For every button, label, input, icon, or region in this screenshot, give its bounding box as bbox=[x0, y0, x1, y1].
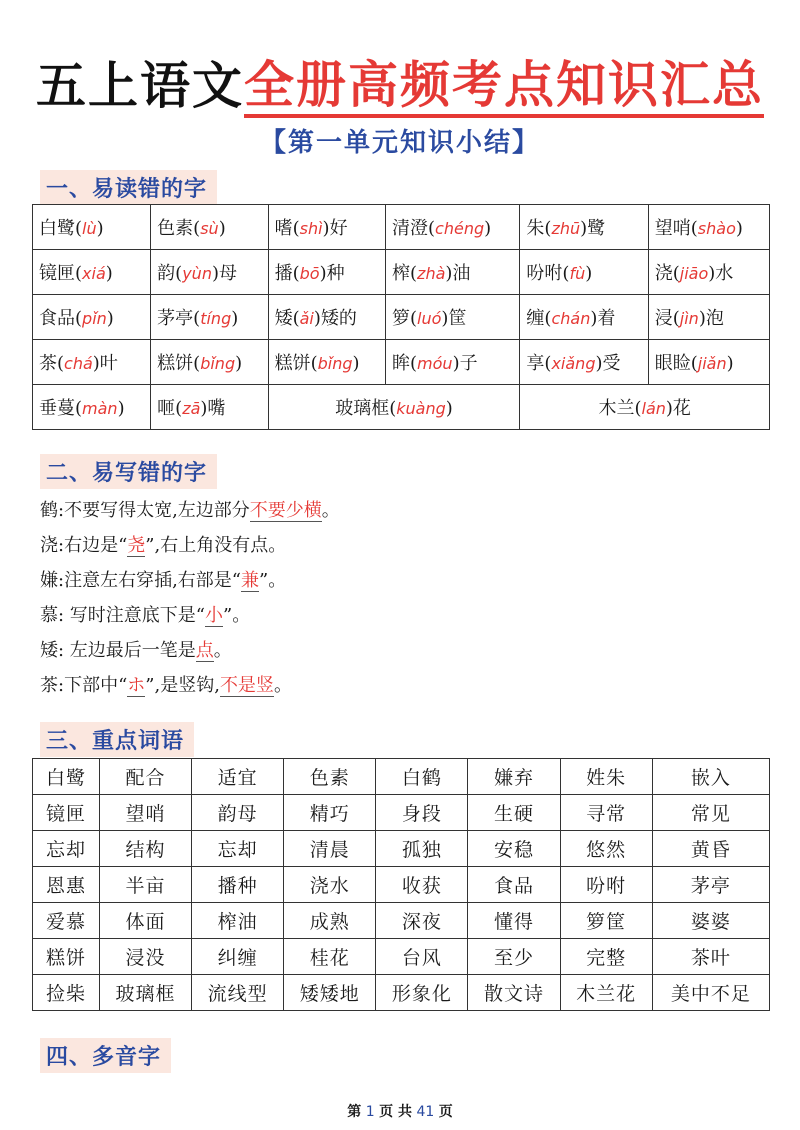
table-row bbox=[33, 867, 770, 903]
highlight-text: 不要少横 bbox=[249, 500, 322, 521]
word-cell: 白鹤 bbox=[376, 759, 468, 795]
section3-heading: 三、重点词语 bbox=[40, 722, 194, 757]
cell-word-rest: ) bbox=[726, 353, 734, 374]
cell-pinyin: ǎi bbox=[299, 309, 314, 328]
title-red: 全册高频考点知识汇总 bbox=[244, 56, 764, 118]
cell-word: 玻璃框( bbox=[335, 398, 397, 419]
cell-word-rest: )受 bbox=[595, 353, 621, 374]
tip-text: 嫌:注意左右穿插,右部是“ bbox=[40, 570, 241, 591]
pinyin-cell bbox=[151, 385, 268, 430]
tip-text: ”,右上角没有点。 bbox=[145, 535, 287, 556]
cell-word-rest: )矮的 bbox=[313, 308, 357, 329]
cell-word: 享( bbox=[526, 353, 552, 374]
tip-text: 鹤:不要写得太宽,左边部分 bbox=[40, 500, 250, 521]
cell-word: 朱( bbox=[526, 218, 552, 239]
word-cell: 黄昏 bbox=[652, 831, 769, 867]
word-cell: 韵母 bbox=[192, 795, 284, 831]
cell-word-rest: ) bbox=[735, 218, 743, 239]
cell-word: 眼睑( bbox=[654, 353, 698, 374]
table-row bbox=[33, 903, 770, 939]
page-number: 1 bbox=[365, 1104, 375, 1120]
word-cell: 配合 bbox=[99, 759, 191, 795]
cell-word-rest: )水 bbox=[708, 263, 734, 284]
word-cell: 茅亭 bbox=[652, 867, 769, 903]
cell-word: 嗜( bbox=[274, 218, 300, 239]
cell-pinyin: màn bbox=[82, 399, 118, 418]
table-row bbox=[33, 831, 770, 867]
word-cell: 懂得 bbox=[468, 903, 560, 939]
word-cell: 美中不足 bbox=[652, 975, 769, 1011]
word-cell: 体面 bbox=[99, 903, 191, 939]
cell-pinyin: xiá bbox=[82, 264, 106, 283]
cell-pinyin: jiǎn bbox=[697, 354, 727, 373]
word-cell: 成熟 bbox=[284, 903, 376, 939]
tip-text: 。 bbox=[273, 675, 292, 696]
cell-word: 白鹭( bbox=[39, 218, 83, 239]
cell-word: 食品( bbox=[39, 308, 83, 329]
cell-word: 箩( bbox=[392, 308, 418, 329]
cell-word: 咂( bbox=[157, 398, 183, 419]
section1-heading: 一、易读错的字 bbox=[40, 170, 217, 205]
cell-word-rest: )油 bbox=[445, 263, 471, 284]
cell-word-rest: )好 bbox=[322, 218, 348, 239]
cell-pinyin: chá bbox=[64, 354, 93, 373]
cell-pinyin: kuàng bbox=[396, 399, 446, 418]
footer-label: 页 共 bbox=[379, 1104, 412, 1120]
word-cell: 完整 bbox=[560, 939, 652, 975]
word-cell: 爱慕 bbox=[33, 903, 100, 939]
pinyin-cell bbox=[268, 340, 385, 385]
word-cell: 嫌弃 bbox=[468, 759, 560, 795]
footer-label: 第 bbox=[347, 1104, 362, 1120]
word-cell: 色素 bbox=[284, 759, 376, 795]
tip-text: 慕: 写时注意底下是“ bbox=[40, 605, 205, 626]
cell-pinyin: bǐng bbox=[200, 354, 236, 373]
cell-word: 浇( bbox=[654, 263, 680, 284]
cell-word-rest: )着 bbox=[590, 308, 616, 329]
cell-word: 木兰( bbox=[598, 398, 642, 419]
cell-word-rest: )子 bbox=[452, 353, 478, 374]
cell-word-rest: )泡 bbox=[698, 308, 724, 329]
pinyin-cell bbox=[268, 385, 520, 430]
cell-word-rest: )花 bbox=[665, 398, 691, 419]
word-cell: 常见 bbox=[652, 795, 769, 831]
pinyin-cell bbox=[386, 250, 520, 295]
highlight-text: 不是竖 bbox=[219, 675, 274, 696]
word-cell: 生硬 bbox=[468, 795, 560, 831]
misread-table bbox=[32, 204, 770, 430]
pinyin-cell bbox=[648, 205, 769, 250]
word-cell: 半亩 bbox=[99, 867, 191, 903]
word-cell: 散文诗 bbox=[468, 975, 560, 1011]
cell-pinyin: zhà bbox=[417, 264, 446, 283]
pinyin-cell bbox=[268, 295, 385, 340]
table-row bbox=[33, 795, 770, 831]
cell-word-rest: ) bbox=[484, 218, 492, 239]
cell-word: 眸( bbox=[392, 353, 418, 374]
cell-pinyin: zhū bbox=[551, 219, 581, 238]
cell-pinyin: lán bbox=[641, 399, 666, 418]
cell-pinyin: tíng bbox=[200, 309, 232, 328]
cell-word-rest: ) bbox=[235, 353, 243, 374]
word-cell: 婆婆 bbox=[652, 903, 769, 939]
key-words-table bbox=[32, 758, 770, 1011]
cell-pinyin: chán bbox=[551, 309, 591, 328]
pinyin-cell bbox=[33, 205, 151, 250]
table-row bbox=[33, 975, 770, 1011]
cell-word: 茅亭( bbox=[157, 308, 201, 329]
cell-pinyin: bō bbox=[299, 264, 320, 283]
highlight-text: 兼 bbox=[241, 570, 259, 591]
cell-word-rest: )鹭 bbox=[580, 218, 606, 239]
word-cell: 孤独 bbox=[376, 831, 468, 867]
word-cell: 浸没 bbox=[99, 939, 191, 975]
pinyin-cell bbox=[151, 250, 268, 295]
cell-word-rest: )母 bbox=[211, 263, 237, 284]
tip-text: ”,是竖钩, bbox=[145, 675, 220, 696]
pinyin-cell bbox=[520, 250, 648, 295]
cell-pinyin: zā bbox=[182, 399, 201, 418]
cell-pinyin: lù bbox=[82, 219, 97, 238]
cell-word: 色素( bbox=[157, 218, 201, 239]
section4-heading: 四、多音字 bbox=[40, 1038, 171, 1073]
writing-tip-line bbox=[40, 496, 340, 522]
word-cell: 纠缠 bbox=[192, 939, 284, 975]
table-row bbox=[33, 759, 770, 795]
word-cell: 播种 bbox=[192, 867, 284, 903]
pinyin-cell bbox=[520, 385, 770, 430]
writing-tip-line bbox=[40, 671, 292, 697]
cell-word-rest: )筐 bbox=[441, 308, 467, 329]
tip-text: ”。 bbox=[223, 605, 251, 626]
word-cell: 恩惠 bbox=[33, 867, 100, 903]
pinyin-cell bbox=[386, 295, 520, 340]
title-black: 五上语文 bbox=[36, 56, 244, 115]
word-cell: 矮矮地 bbox=[284, 975, 376, 1011]
pinyin-cell bbox=[648, 295, 769, 340]
cell-word-rest: ) bbox=[218, 218, 226, 239]
writing-tip-line bbox=[40, 636, 232, 662]
cell-word: 清澄( bbox=[392, 218, 436, 239]
pinyin-cell bbox=[33, 385, 151, 430]
word-cell: 身段 bbox=[376, 795, 468, 831]
cell-word-rest: ) bbox=[96, 218, 104, 239]
pinyin-cell bbox=[268, 250, 385, 295]
word-cell: 安稳 bbox=[468, 831, 560, 867]
tip-text: 。 bbox=[213, 640, 232, 661]
writing-tip-line bbox=[40, 601, 250, 627]
word-cell: 姓朱 bbox=[560, 759, 652, 795]
word-cell: 捡柴 bbox=[33, 975, 100, 1011]
table-row bbox=[33, 385, 770, 430]
cell-word-rest: ) bbox=[117, 398, 125, 419]
word-cell: 忘却 bbox=[192, 831, 284, 867]
cell-word: 垂蔓( bbox=[39, 398, 83, 419]
cell-word-rest: ) bbox=[585, 263, 593, 284]
cell-word: 浸( bbox=[654, 308, 680, 329]
word-cell: 结构 bbox=[99, 831, 191, 867]
cell-pinyin: jìn bbox=[679, 309, 699, 328]
word-cell: 箩筐 bbox=[560, 903, 652, 939]
tip-text: 。 bbox=[321, 500, 340, 521]
pinyin-cell bbox=[648, 340, 769, 385]
word-cell: 白鹭 bbox=[33, 759, 100, 795]
word-cell: 寻常 bbox=[560, 795, 652, 831]
page-footer bbox=[0, 1101, 800, 1121]
cell-pinyin: fù bbox=[569, 264, 586, 283]
unit-subtitle: 【第一单元知识小结】 bbox=[259, 128, 540, 158]
word-cell: 台风 bbox=[376, 939, 468, 975]
writing-tip-line bbox=[40, 566, 286, 592]
cell-pinyin: chéng bbox=[435, 219, 485, 238]
pinyin-cell bbox=[520, 205, 648, 250]
word-cell: 清晨 bbox=[284, 831, 376, 867]
word-cell: 玻璃框 bbox=[99, 975, 191, 1011]
pinyin-cell bbox=[151, 295, 268, 340]
pinyin-cell bbox=[648, 250, 769, 295]
table-row bbox=[33, 295, 770, 340]
section2-heading: 二、易写错的字 bbox=[40, 454, 217, 489]
word-cell: 深夜 bbox=[376, 903, 468, 939]
highlight-text: 小 bbox=[205, 605, 223, 626]
word-cell: 精巧 bbox=[284, 795, 376, 831]
tip-text: 矮: 左边最后一笔是 bbox=[40, 640, 196, 661]
word-cell: 榨油 bbox=[192, 903, 284, 939]
cell-word-rest: ) bbox=[445, 398, 453, 419]
cell-word-rest: )种 bbox=[319, 263, 345, 284]
cell-word-rest: ) bbox=[106, 308, 114, 329]
table-row bbox=[33, 340, 770, 385]
cell-pinyin: bǐng bbox=[317, 354, 353, 373]
pinyin-cell bbox=[520, 340, 648, 385]
word-cell: 悠然 bbox=[560, 831, 652, 867]
word-cell: 镜匣 bbox=[33, 795, 100, 831]
cell-word-rest: ) bbox=[105, 263, 113, 284]
word-cell: 嵌入 bbox=[652, 759, 769, 795]
cell-pinyin: sù bbox=[200, 219, 219, 238]
cell-word: 缠( bbox=[526, 308, 552, 329]
word-cell: 茶叶 bbox=[652, 939, 769, 975]
pinyin-cell bbox=[33, 250, 151, 295]
tip-text: 浇:右边是“ bbox=[40, 535, 128, 556]
word-cell: 浇水 bbox=[284, 867, 376, 903]
tip-text: 茶:下部中“ bbox=[40, 675, 128, 696]
pinyin-cell bbox=[151, 205, 268, 250]
word-cell: 桂花 bbox=[284, 939, 376, 975]
pinyin-cell bbox=[33, 295, 151, 340]
cell-word: 矮( bbox=[274, 308, 300, 329]
pinyin-cell bbox=[268, 205, 385, 250]
pinyin-cell bbox=[33, 340, 151, 385]
cell-word: 镜匣( bbox=[39, 263, 83, 284]
highlight-text: 尧 bbox=[127, 535, 146, 556]
word-cell: 收获 bbox=[376, 867, 468, 903]
pinyin-cell bbox=[386, 205, 520, 250]
cell-pinyin: pǐn bbox=[82, 309, 107, 328]
highlight-text: 点 bbox=[195, 640, 214, 661]
cell-word: 播( bbox=[274, 263, 300, 284]
total-pages: 41 bbox=[416, 1104, 435, 1120]
highlight-text: ホ bbox=[127, 675, 146, 696]
cell-word: 榨( bbox=[392, 263, 418, 284]
pinyin-cell bbox=[151, 340, 268, 385]
table-row bbox=[33, 205, 770, 250]
cell-pinyin: shào bbox=[697, 219, 736, 238]
cell-pinyin: shì bbox=[299, 219, 323, 238]
word-cell: 吩咐 bbox=[560, 867, 652, 903]
word-cell: 流线型 bbox=[192, 975, 284, 1011]
cell-word-rest: )嘴 bbox=[200, 398, 226, 419]
cell-word: 糕饼( bbox=[274, 353, 318, 374]
cell-pinyin: luó bbox=[417, 309, 442, 328]
cell-word: 韵( bbox=[157, 263, 183, 284]
table-row bbox=[33, 250, 770, 295]
cell-word-rest: ) bbox=[352, 353, 360, 374]
word-cell: 至少 bbox=[468, 939, 560, 975]
cell-word-rest: )叶 bbox=[92, 353, 118, 374]
cell-word: 吩咐( bbox=[526, 263, 570, 284]
word-cell: 糕饼 bbox=[33, 939, 100, 975]
word-cell: 忘却 bbox=[33, 831, 100, 867]
cell-word: 茶( bbox=[39, 353, 65, 374]
cell-pinyin: jiāo bbox=[679, 264, 709, 283]
word-cell: 木兰花 bbox=[560, 975, 652, 1011]
footer-label: 页 bbox=[438, 1104, 453, 1120]
word-cell: 望哨 bbox=[99, 795, 191, 831]
pinyin-cell bbox=[386, 340, 520, 385]
cell-word: 望哨( bbox=[654, 218, 698, 239]
page-title bbox=[0, 48, 800, 118]
word-cell: 适宜 bbox=[192, 759, 284, 795]
table-row bbox=[33, 939, 770, 975]
cell-pinyin: yùn bbox=[182, 264, 212, 283]
cell-pinyin: xiǎng bbox=[551, 354, 596, 373]
cell-pinyin: móu bbox=[417, 354, 453, 373]
writing-tip-line bbox=[40, 531, 286, 557]
word-cell: 食品 bbox=[468, 867, 560, 903]
pinyin-cell bbox=[520, 295, 648, 340]
tip-text: ”。 bbox=[259, 570, 287, 591]
word-cell: 形象化 bbox=[376, 975, 468, 1011]
cell-word: 糕饼( bbox=[157, 353, 201, 374]
cell-word-rest: ) bbox=[231, 308, 239, 329]
